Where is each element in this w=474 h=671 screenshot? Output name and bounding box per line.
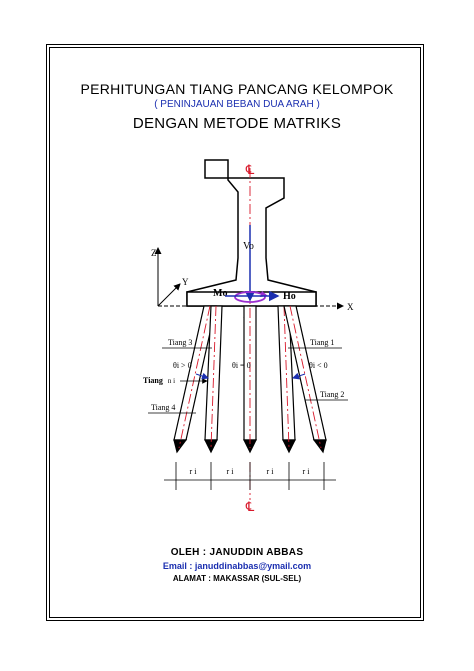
axis-z-label: Z [151,248,157,258]
vertical-load-label: Vo [243,241,254,252]
axis-x-label: X [347,302,354,312]
angle-positive-label: θi > 0 [173,361,192,370]
centerline-symbol-top: ℄ [245,162,255,177]
tiang1-label: Tiang 1 [310,338,335,347]
tiang2-label: Tiang 2 [320,390,345,399]
horizontal-load-label: Ho [283,291,296,302]
angle-zero-label: θi = 0 [232,361,251,370]
spacing-label-4: r i [302,467,310,476]
axis-y-label: Y [182,277,189,287]
centerline-symbol-bottom: ℄ [245,499,255,514]
email-line: Email : januddinabbas@ymail.com [162,561,312,571]
angle-negative-label: θi < 0 [309,361,328,370]
pier-structure [187,160,316,306]
spacing-label-2: r i [226,467,234,476]
moment-label: Mo [213,288,228,299]
address-line: ALAMAT : MAKASSAR (SUL-SEL) [172,574,302,583]
title-line-2: ( PENINJAUAN BEBAN DUA ARAH ) [154,99,320,110]
pile-center [244,306,256,452]
pile-cap [187,292,316,306]
title-line-1: PERHITUNGAN TIANG PANCANG KELOMPOK [80,81,394,97]
tiang3-label: Tiang 3 [168,338,193,347]
spacing-label-3: r i [266,467,274,476]
title-line-3: DENGAN METODE MATRIKS [132,115,342,132]
spacing-label-1: r i [189,467,197,476]
author-line: OLEH : JANUDDIN ABBAS [170,547,304,558]
axis-y [158,284,180,306]
tiang-n-label: Tiang n i [143,376,176,385]
tiang4-label: Tiang 4 [151,403,176,412]
